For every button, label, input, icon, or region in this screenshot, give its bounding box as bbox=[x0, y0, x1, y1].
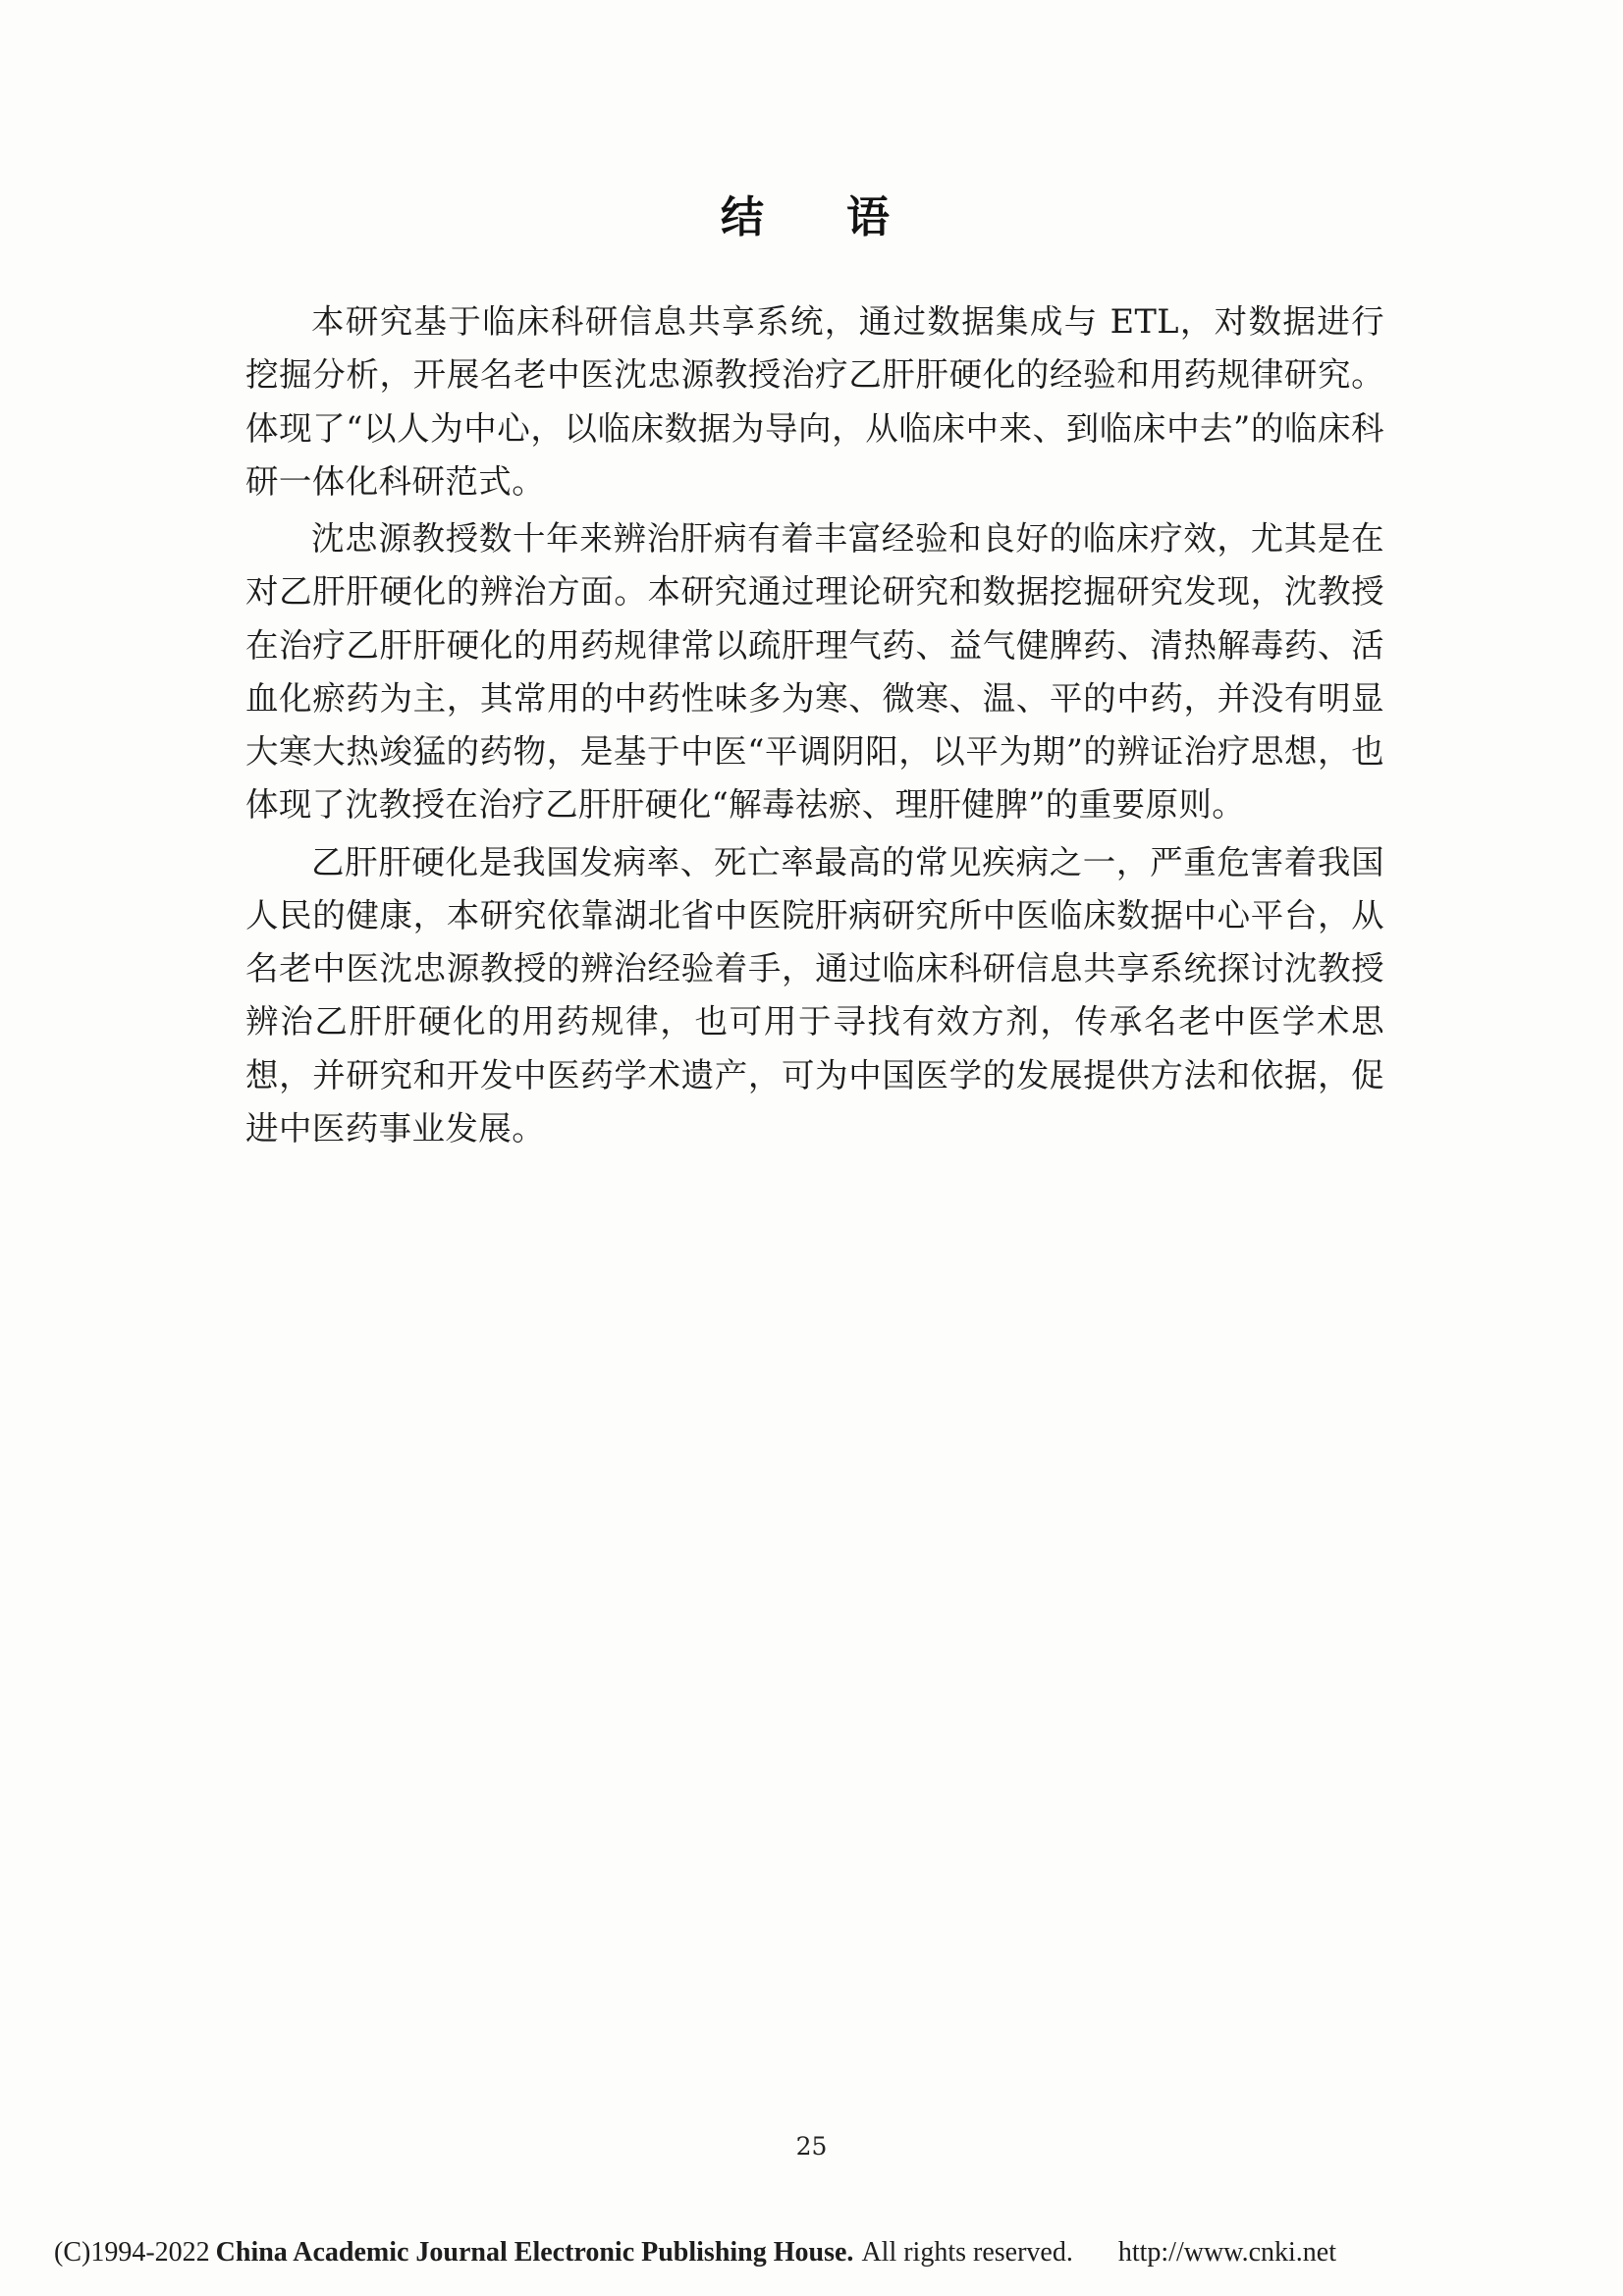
paragraph-2: 沈忠源教授数十年来辨治肝病有着丰富经验和良好的临床疗效，尤其是在对乙肝肝硬化的辨治方面。本研究通过理论研究和数据挖掘研究发现，沈教授在治疗乙肝肝硬化的用药规律常以疏肝理气药、益气健脾药、清热解毒药、活血化瘀药为主，其常用的中药性味多为寒、微寒、温、平的中药，并没有明显大寒大热竣猛的药物，是基于中医“平调阴阳，以平为期”的辨证治疗思想，也体现了沈教授在治疗乙肝肝硬化“解毒祛瘀、理肝健脾”的重要原则。 bbox=[245, 519, 1384, 825]
footer-publisher-name: China Academic Journal Electronic Publishing House. bbox=[215, 2237, 854, 2268]
paragraph-3: 乙肝肝硬化是我国发病率、死亡率最高的常见疾病之一，严重危害着我国人民的健康，本研究依靠湖北省中医院肝病研究所中医临床数据中心平台，从名老中医沈忠源教授的辨治经验着手，通过临床科研信息共享系统探讨沈教授辨治乙肝肝硬化的用药规律，也可用于寻找有效方剂，传承名老中医学术思想，并研究和开发中医药学术遗产，可为中国医学的发展提供方法和依据，促进中医药事业发展。 bbox=[245, 842, 1384, 1148]
footer-copyright-years: (C)1994-2022 bbox=[54, 2237, 210, 2268]
footer-website-url[interactable]: http://www.cnki.net bbox=[1117, 2237, 1336, 2268]
page-content bbox=[245, 0, 1384, 1159]
body-text bbox=[245, 295, 1384, 1155]
footer-rights-text: All rights reserved. bbox=[861, 2237, 1073, 2268]
paragraph-1: 本研究基于临床科研信息共享系统，通过数据集成与 ETL，对数据进行挖掘分析，开展名老中医沈忠源教授治疗乙肝肝硬化的经验和用药规律研究。体现了“以人为中心，以临床数据为导向，从临床中来、到临床中去”的临床科研一体化科研范式。 bbox=[245, 302, 1384, 501]
footer-copyright-bar bbox=[0, 2223, 1623, 2282]
page-number: 25 bbox=[795, 2132, 828, 2161]
page-title: 结 语 bbox=[721, 192, 909, 242]
